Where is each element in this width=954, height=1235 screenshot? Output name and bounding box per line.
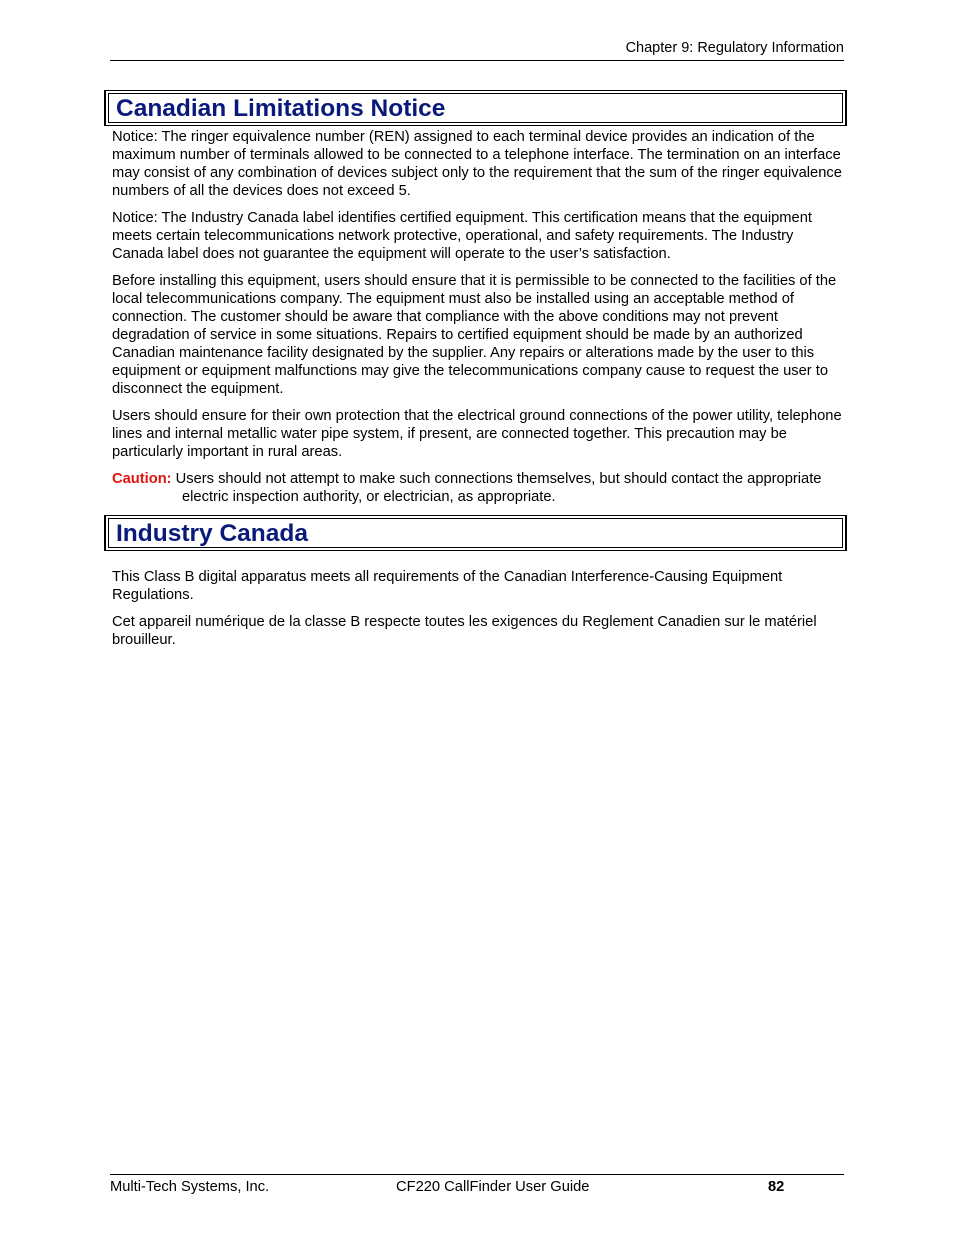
section-heading-industry-canada [104, 515, 847, 551]
running-header [110, 38, 844, 61]
caution-note [112, 470, 847, 506]
paragraph-class-b-english: This Class B digital apparatus meets all requirements of the Canadian Interference-Causing Equipment Regulations. [112, 569, 783, 603]
paragraph-installation: Before installing this equipment, users should ensure that it is permissible to be connected to the facilities of the local telecommunications company. The equipment must also be installed using an acceptable method of connection. The customer should be aware that compliance with the above conditions may not prevent degradation of service in some situations. Repairs to certified equipment should be made by an authorized Canadian maintenance facility designated by the supplier. Any repairs or alterations made by the user to this equipment or equipment malfunctions may give the telecommunications company cause to request the user to disconnect the equipment. [112, 273, 837, 397]
section-title: Industry Canada [116, 520, 308, 547]
page-content [112, 90, 847, 658]
paragraph-grounding: Users should ensure for their own protection that the electrical ground connections of the power utility, telephone lines and internal metallic water pipe system, if present, are connected together. This precaution may be particularly important in rural areas. [112, 408, 842, 460]
footer-company: Multi-Tech Systems, Inc. [110, 1179, 270, 1195]
paragraph-ren-notice: Notice: The ringer equivalence number (REN) assigned to each terminal device provides an indication of the maximum number of terminals allowed to be connected to a telephone interface. The termination on an interface may consist of any combination of devices subject only to the requirement that the sum of the ringer equivalence numbers of all the devices does not exceed 5. [112, 129, 842, 199]
footer-guide-title: CF220 CallFinder User Guide [396, 1179, 590, 1195]
section-heading-canadian-limitations [104, 90, 847, 126]
page-footer [110, 1174, 844, 1195]
paragraph-class-b-french: Cet appareil numérique de la classe B respecte toutes les exigences du Reglement Canadien sur le matériel brouilleur. [112, 614, 817, 648]
caution-label: Caution: [112, 471, 172, 487]
caution-text: Users should not attempt to make such connections themselves, but should contact the appropriate electric inspection authority, or electrician, as appropriate. [175, 471, 822, 505]
chapter-title: Chapter 9: Regulatory Information [625, 40, 844, 56]
section-title: Canadian Limitations Notice [116, 95, 446, 122]
footer-page-number: 82 [768, 1179, 785, 1195]
paragraph-label-notice: Notice: The Industry Canada label identifies certified equipment. This certification means that the equipment meets certain telecommunications network protective, operational, and safety requirements. The Industry Canada label does not guarantee the equipment will operate to the user’s satisfaction. [112, 210, 812, 262]
